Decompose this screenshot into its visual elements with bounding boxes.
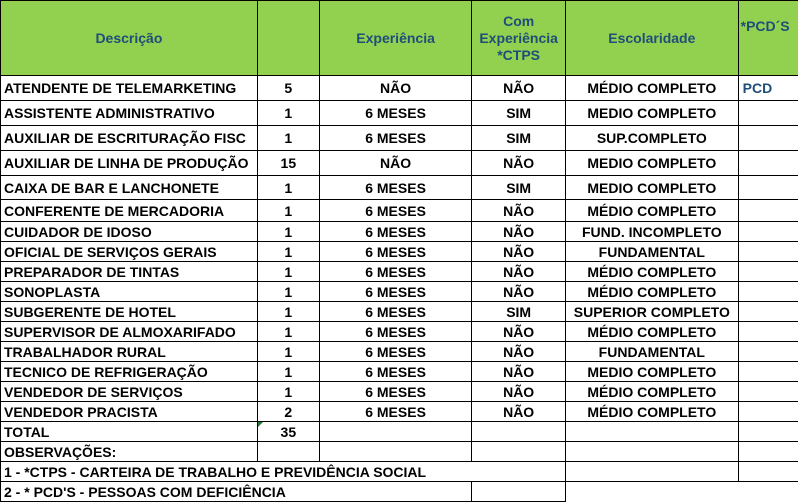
cell-quantidade[interactable]: 1 xyxy=(257,382,319,402)
cell-pcd[interactable] xyxy=(738,101,798,126)
cell-ctps[interactable]: NÃO xyxy=(472,282,566,302)
cell-experiencia[interactable]: 6 MESES xyxy=(319,282,471,302)
cell-descricao[interactable]: VENDEDOR DE SERVIÇOS xyxy=(1,382,258,402)
cell-escolaridade[interactable]: MÉDIO COMPLETO xyxy=(565,76,738,101)
empty-cell[interactable] xyxy=(565,462,738,482)
cell-experiencia[interactable]: 6 MESES xyxy=(319,402,471,422)
cell-descricao[interactable]: ATENDENTE DE TELEMARKETING xyxy=(1,76,258,101)
cell-experiencia[interactable]: 6 MESES xyxy=(319,362,471,382)
cell-descricao[interactable]: OFICIAL DE SERVIÇOS GERAIS xyxy=(1,242,258,262)
cell-escolaridade[interactable]: MÉDIO COMPLETO xyxy=(565,382,738,402)
cell-escolaridade[interactable]: MÉDIO COMPLETO xyxy=(565,402,738,422)
cell-descricao[interactable]: SONOPLASTA xyxy=(1,282,258,302)
cell-escolaridade[interactable]: MÉDIO COMPLETO xyxy=(565,282,738,302)
cell-quantidade[interactable]: 1 xyxy=(257,242,319,262)
cell-descricao[interactable]: TECNICO DE REFRIGERAÇÃO xyxy=(1,362,258,382)
header-quantity[interactable] xyxy=(257,1,319,76)
cell-descricao[interactable]: ASSISTENTE ADMINISTRATIVO xyxy=(1,101,258,126)
cell-quantidade[interactable]: 2 xyxy=(257,402,319,422)
cell-descricao[interactable]: CONFERENTE DE MERCADORIA xyxy=(1,200,258,222)
cell-escolaridade[interactable]: MÉDIO COMPLETO xyxy=(565,262,738,282)
cell-descricao[interactable]: AUXILIAR DE LINHA DE PRODUÇÃO xyxy=(1,151,258,176)
empty-cell[interactable] xyxy=(319,422,471,442)
cell-ctps[interactable]: NÃO xyxy=(472,362,566,382)
cell-quantidade[interactable]: 1 xyxy=(257,101,319,126)
cell-escolaridade[interactable]: FUND. INCOMPLETO xyxy=(565,222,738,242)
table-row xyxy=(1,302,798,322)
cell-descricao[interactable]: PREPARADOR DE TINTAS xyxy=(1,262,258,282)
table-row xyxy=(1,222,798,242)
cell-experiencia[interactable]: 6 MESES xyxy=(319,126,471,151)
cell-descricao[interactable]: SUBGERENTE DE HOTEL xyxy=(1,302,258,322)
cell-escolaridade[interactable]: MÉDIO COMPLETO xyxy=(565,200,738,222)
header-row xyxy=(1,1,798,76)
table-row xyxy=(1,151,798,176)
cell-ctps[interactable]: SIM xyxy=(472,176,566,200)
cell-quantidade[interactable]: 1 xyxy=(257,176,319,200)
table-row xyxy=(1,322,798,342)
cell-descricao[interactable]: VENDEDOR PRACISTA xyxy=(1,402,258,422)
table-row xyxy=(1,101,798,126)
table-row xyxy=(1,402,798,422)
cell-ctps[interactable]: NÃO xyxy=(472,262,566,282)
cell-experiencia[interactable]: 6 MESES xyxy=(319,382,471,402)
cell-escolaridade[interactable]: MÉDIO COMPLETO xyxy=(565,322,738,342)
total-value[interactable]: 35 xyxy=(257,422,319,442)
table-row xyxy=(1,362,798,382)
note-row xyxy=(1,482,798,502)
cell-ctps[interactable]: NÃO xyxy=(472,242,566,262)
cell-descricao[interactable]: AUXILIAR DE ESCRITURAÇÃO FISC xyxy=(1,126,258,151)
empty-cell[interactable] xyxy=(565,442,738,462)
cell-pcd[interactable] xyxy=(738,322,798,342)
cell-escolaridade[interactable]: MEDIO COMPLETO xyxy=(565,151,738,176)
cell-experiencia[interactable]: 6 MESES xyxy=(319,222,471,242)
cell-quantidade[interactable]: 1 xyxy=(257,322,319,342)
cell-experiencia[interactable]: 6 MESES xyxy=(319,262,471,282)
cell-ctps[interactable]: NÃO xyxy=(472,402,566,422)
empty-cell[interactable] xyxy=(738,422,798,442)
table-row xyxy=(1,262,798,282)
cell-quantidade[interactable]: 1 xyxy=(257,362,319,382)
table-row xyxy=(1,382,798,402)
cell-pcd[interactable] xyxy=(738,176,798,200)
cell-pcd[interactable] xyxy=(738,151,798,176)
cell-pcd[interactable] xyxy=(738,382,798,402)
empty-cell[interactable] xyxy=(738,482,798,502)
cell-quantidade[interactable]: 1 xyxy=(257,200,319,222)
cell-ctps[interactable]: SIM xyxy=(472,101,566,126)
empty-cell[interactable] xyxy=(738,442,798,462)
table-row xyxy=(1,76,798,101)
cell-ctps[interactable]: NÃO xyxy=(472,76,566,101)
cell-pcd[interactable] xyxy=(738,222,798,242)
cell-escolaridade[interactable]: MEDIO COMPLETO xyxy=(565,176,738,200)
cell-escolaridade[interactable]: FUNDAMENTAL xyxy=(565,342,738,362)
table-row xyxy=(1,342,798,362)
cell-quantidade[interactable]: 1 xyxy=(257,342,319,362)
empty-cell[interactable] xyxy=(319,442,471,462)
cell-quantidade[interactable]: 5 xyxy=(257,76,319,101)
cell-descricao[interactable]: TRABALHADOR RURAL xyxy=(1,342,258,362)
table-row xyxy=(1,176,798,200)
cell-pcd[interactable] xyxy=(738,126,798,151)
cell-experiencia[interactable]: NÃO xyxy=(319,76,471,101)
total-label[interactable]: TOTAL xyxy=(1,422,258,442)
observacoes-title[interactable]: OBSERVAÇÕES: xyxy=(1,442,258,462)
observacoes-row xyxy=(1,442,798,462)
cell-pcd[interactable] xyxy=(738,362,798,382)
cell-quantidade[interactable]: 1 xyxy=(257,126,319,151)
cell-escolaridade[interactable]: SUPERIOR COMPLETO xyxy=(565,302,738,322)
header-escolaridade[interactable]: Escolaridade xyxy=(565,1,738,76)
cell-experiencia[interactable]: 6 MESES xyxy=(319,176,471,200)
cell-pcd[interactable] xyxy=(738,262,798,282)
cell-pcd[interactable]: PCD xyxy=(738,76,798,101)
table-row xyxy=(1,126,798,151)
cell-ctps[interactable]: SIM xyxy=(472,302,566,322)
cell-experiencia[interactable]: 6 MESES xyxy=(319,342,471,362)
cell-experiencia[interactable]: 6 MESES xyxy=(319,101,471,126)
cell-quantidade[interactable]: 1 xyxy=(257,282,319,302)
cell-escolaridade[interactable]: FUNDAMENTAL xyxy=(565,242,738,262)
empty-cell[interactable] xyxy=(565,482,738,502)
cell-descricao[interactable]: SUPERVISOR DE ALMOXARIFADO xyxy=(1,322,258,342)
empty-cell[interactable] xyxy=(565,422,738,442)
cell-pcd[interactable] xyxy=(738,402,798,422)
header-experiencia[interactable]: Experiência xyxy=(319,1,471,76)
cell-escolaridade[interactable]: MEDIO COMPLETO xyxy=(565,362,738,382)
cell-ctps[interactable]: SIM xyxy=(472,126,566,151)
table-row xyxy=(1,200,798,222)
cell-pcd[interactable] xyxy=(738,242,798,262)
cell-descricao[interactable]: CUIDADOR DE IDOSO xyxy=(1,222,258,242)
cell-ctps[interactable]: NÃO xyxy=(472,200,566,222)
cell-ctps[interactable]: NÃO xyxy=(472,382,566,402)
cell-escolaridade[interactable]: SUP.COMPLETO xyxy=(565,126,738,151)
cell-quantidade[interactable]: 1 xyxy=(257,262,319,282)
empty-cell[interactable] xyxy=(472,422,566,442)
cell-quantidade[interactable]: 15 xyxy=(257,151,319,176)
cell-ctps[interactable]: NÃO xyxy=(472,151,566,176)
cell-experiencia[interactable]: 6 MESES xyxy=(319,200,471,222)
empty-cell[interactable] xyxy=(472,442,566,462)
cell-experiencia[interactable]: 6 MESES xyxy=(319,302,471,322)
empty-cell[interactable] xyxy=(738,462,798,482)
header-descricao[interactable]: Descrição xyxy=(1,1,258,76)
cell-pcd[interactable] xyxy=(738,302,798,322)
cell-escolaridade[interactable]: MEDIO COMPLETO xyxy=(565,101,738,126)
cell-experiencia[interactable]: 6 MESES xyxy=(319,242,471,262)
cell-ctps[interactable]: NÃO xyxy=(472,322,566,342)
empty-cell[interactable] xyxy=(472,482,566,502)
cell-quantidade[interactable]: 1 xyxy=(257,222,319,242)
cell-quantidade[interactable]: 1 xyxy=(257,302,319,322)
header-com-experiencia[interactable]: Com Experiência *CTPS xyxy=(472,1,566,76)
total-row xyxy=(1,422,798,442)
table-row xyxy=(1,282,798,302)
cell-pcd[interactable] xyxy=(738,200,798,222)
cell-pcd[interactable] xyxy=(738,342,798,362)
note-row xyxy=(1,462,798,482)
header-pcds[interactable]: *PCD´S xyxy=(738,1,798,76)
note-pcd[interactable]: 2 - * PCD'S - PESSOAS COM DEFICIÊNCIA xyxy=(1,482,472,502)
cell-experiencia[interactable]: 6 MESES xyxy=(319,322,471,342)
cell-ctps[interactable]: NÃO xyxy=(472,342,566,362)
cell-pcd[interactable] xyxy=(738,282,798,302)
note-ctps[interactable]: 1 - *CTPS - CARTEIRA DE TRABALHO E PREVIDÊNCIA SOCIAL xyxy=(1,462,566,482)
empty-cell[interactable] xyxy=(257,442,319,462)
cell-experiencia[interactable]: NÃO xyxy=(319,151,471,176)
cell-ctps[interactable]: NÃO xyxy=(472,222,566,242)
cell-descricao[interactable]: CAIXA DE BAR E LANCHONETE xyxy=(1,176,258,200)
table-row xyxy=(1,242,798,262)
